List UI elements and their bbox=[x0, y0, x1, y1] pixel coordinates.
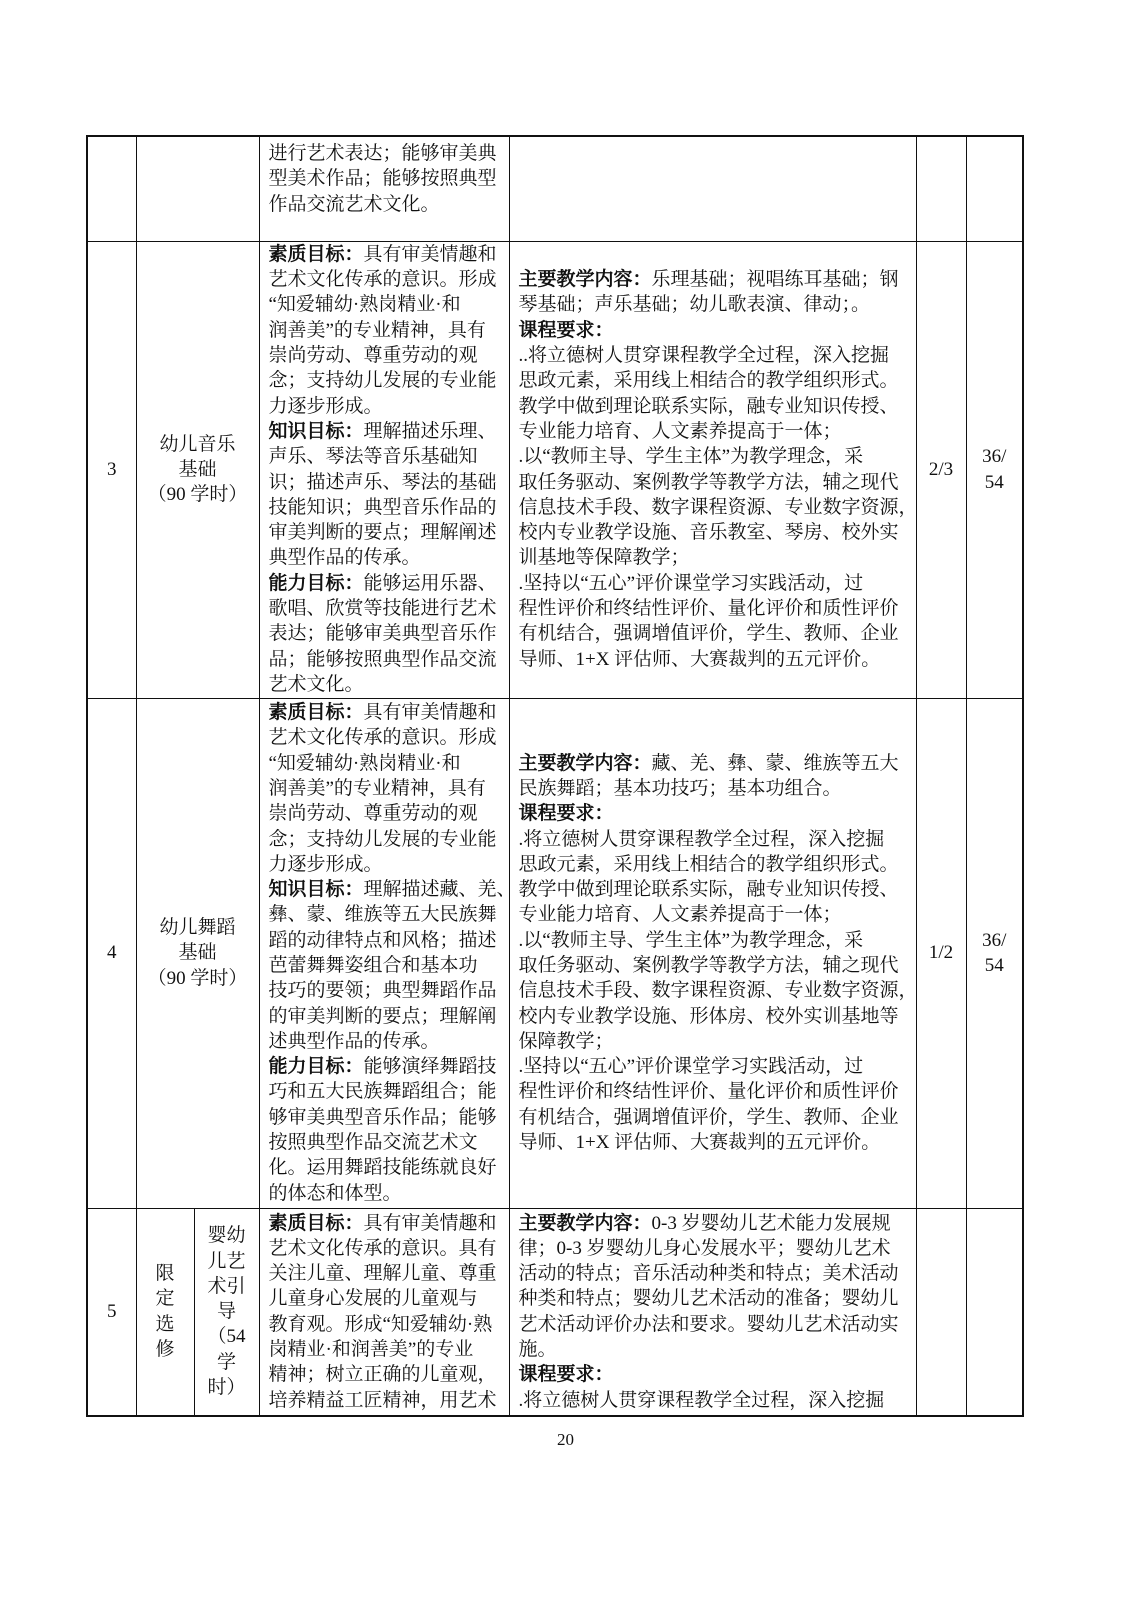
course-name-line: 基础 bbox=[178, 942, 217, 964]
content-line bbox=[519, 1236, 916, 1261]
objectives-cell bbox=[259, 698, 516, 1208]
objective-line-text: 力逐步形成。 bbox=[268, 853, 383, 875]
content-line bbox=[519, 1105, 916, 1130]
table-row bbox=[87, 241, 1023, 698]
objective-line bbox=[269, 1261, 509, 1286]
objective-line bbox=[269, 520, 509, 545]
content-line-text: 校内专业教学设施、形体房、校外实训基地等 bbox=[518, 1005, 899, 1027]
category-line: 限 bbox=[155, 1263, 175, 1285]
objective-line-text: 的体态和体型。 bbox=[268, 1182, 402, 1204]
objective-line-text: 教育观。形成“知爱辅幼·熟 bbox=[268, 1313, 493, 1335]
objective-line-text: 艺术文化。 bbox=[268, 673, 364, 695]
content-line bbox=[519, 318, 916, 343]
objective-line bbox=[269, 1388, 509, 1413]
section-label: 能力目标： bbox=[268, 572, 364, 594]
content-cell bbox=[509, 698, 916, 1208]
course-name-line: 时） bbox=[207, 1376, 246, 1398]
content-line-text: 民族舞蹈；基本功技巧；基本功组合。 bbox=[518, 777, 842, 799]
objective-line bbox=[269, 647, 509, 672]
content-line bbox=[519, 978, 916, 1003]
section-label: 素质目标： bbox=[268, 1212, 364, 1234]
content-line-text: 律；0-3 岁婴幼儿身心发展水平；婴幼儿艺术 bbox=[518, 1237, 891, 1259]
objective-line-text: 彝、蒙、维族等五大民族舞 bbox=[268, 904, 497, 926]
objective-line-text: 型美术作品；能够按照典型 bbox=[268, 168, 497, 190]
content-line bbox=[519, 520, 916, 545]
objective-line-text: 的审美判断的要点；理解阐 bbox=[268, 1005, 497, 1027]
objective-line-text: 芭蕾舞舞姿组合和基本功 bbox=[268, 955, 478, 976]
content-line bbox=[519, 1286, 916, 1311]
objective-line-text: 润善美”的专业精神，具有 bbox=[268, 777, 486, 799]
objective-line-text: 精神；树立正确的儿童观， bbox=[268, 1364, 497, 1386]
content-line-text: 程性评价和终结性评价、量化评价和质性评价 bbox=[518, 597, 899, 619]
content-line bbox=[519, 1004, 916, 1029]
hours-line: 36/ bbox=[982, 929, 1007, 951]
content-line-text: 取任务驱动、案例教学等教学方法，辅之现代 bbox=[518, 471, 899, 493]
objective-line-text: 艺术文化传承的意识。具有 bbox=[268, 1237, 497, 1259]
section-label: 课程要求： bbox=[518, 1364, 614, 1386]
category-line: 选 bbox=[155, 1313, 175, 1335]
objective-line-text: 润善美”的专业精神，具有 bbox=[268, 319, 486, 341]
objective-line-text: 技能知识；典型音乐作品的 bbox=[268, 496, 497, 518]
semester-cell: 2/3 bbox=[916, 241, 966, 698]
content-line bbox=[519, 1211, 916, 1236]
row-number-cell: 5 bbox=[87, 1208, 136, 1416]
section-label: 知识目标： bbox=[268, 420, 364, 442]
content-line-text: 种类和特点；婴幼儿艺术活动的准备；婴幼儿 bbox=[518, 1288, 899, 1310]
table-row bbox=[87, 1208, 1023, 1416]
objective-line-text: 按照典型作品交流艺术文 bbox=[268, 1132, 478, 1154]
table-row bbox=[87, 136, 1023, 241]
section-label: 知识目标： bbox=[268, 879, 364, 901]
content-cell bbox=[509, 136, 916, 241]
objective-line-text: 具有审美情趣和 bbox=[363, 702, 497, 724]
objective-line bbox=[269, 368, 509, 393]
objective-line-text: 识；描述声乐、琴法的基础 bbox=[268, 471, 497, 493]
objective-line-text: 审美判断的要点；理解阐述 bbox=[268, 522, 497, 544]
objective-line-text: 培养精益工匠精神，用艺术 bbox=[268, 1389, 497, 1411]
hours-cell bbox=[966, 241, 1023, 698]
objective-line bbox=[269, 1130, 509, 1155]
objective-line bbox=[269, 242, 509, 267]
content-line bbox=[519, 1079, 916, 1104]
objective-line bbox=[269, 1155, 509, 1180]
objective-line-text: 具有审美情趣和 bbox=[363, 1212, 497, 1234]
content-line bbox=[519, 470, 916, 495]
content-line bbox=[519, 545, 916, 570]
objective-line-text: 技巧的要领；典型舞蹈作品 bbox=[268, 980, 497, 1002]
objective-line bbox=[269, 1286, 509, 1311]
objective-line bbox=[268, 877, 516, 902]
course-name-line: 幼儿舞蹈 bbox=[159, 917, 236, 939]
content-line bbox=[519, 621, 916, 646]
course-name-line: 儿艺 bbox=[207, 1250, 246, 1272]
course-name-line: 术引 bbox=[207, 1275, 246, 1297]
objective-line bbox=[269, 1105, 509, 1130]
objective-line-text: 关注儿童、理解儿童、尊重 bbox=[268, 1263, 497, 1285]
content-line-text: 活动的特点；音乐活动种类和特点；美术活动 bbox=[518, 1263, 899, 1285]
content-line bbox=[519, 751, 916, 776]
row-number-cell: 4 bbox=[87, 698, 136, 1208]
objective-line bbox=[269, 801, 509, 826]
objective-line bbox=[269, 776, 509, 801]
category-line: 定 bbox=[155, 1288, 175, 1310]
content-line-text: 0-3 岁婴幼儿艺术能力发展规 bbox=[651, 1212, 891, 1234]
course-name-cell bbox=[136, 241, 259, 698]
content-line-text: .以“教师主导、学生主体”为教学理念，采 bbox=[518, 929, 864, 951]
content-line bbox=[519, 292, 916, 317]
page-number: 20 bbox=[557, 1430, 574, 1449]
semester-cell bbox=[916, 1208, 966, 1416]
content-line bbox=[519, 394, 916, 419]
content-line-text: 专业能力培育、人文素养提高于一体； bbox=[518, 420, 842, 442]
section-label: 主要教学内容： bbox=[518, 1212, 652, 1234]
content-line-text: 校内专业教学设施、音乐教室、琴房、校外实 bbox=[518, 522, 899, 544]
content-line-text: 保障教学； bbox=[518, 1030, 614, 1052]
content-cell bbox=[509, 1208, 916, 1416]
content-cell bbox=[509, 241, 916, 698]
objective-line-text: 作品交流艺术文化。 bbox=[268, 193, 440, 215]
course-name-cell bbox=[136, 698, 259, 1208]
content-line bbox=[519, 444, 916, 469]
objective-line bbox=[269, 1236, 509, 1261]
content-line bbox=[519, 419, 916, 444]
objective-line bbox=[269, 571, 509, 596]
objective-line bbox=[269, 672, 509, 697]
objective-line-text: 岗精业·和润善美”的专业 bbox=[268, 1338, 474, 1360]
content-line-text: 琴基础；声乐基础；幼儿歌表演、律动；。 bbox=[518, 294, 871, 316]
content-line-text: 思政元素，采用线上相结合的教学组织形式。 bbox=[518, 370, 899, 392]
objective-line bbox=[269, 827, 509, 852]
content-line bbox=[519, 928, 916, 953]
objectives-cell bbox=[259, 241, 509, 698]
category-line: 修 bbox=[155, 1339, 175, 1361]
objective-line-text: 蹈的动律特点和风格；描述 bbox=[268, 929, 497, 951]
course-name-line: （90 学时） bbox=[147, 484, 248, 506]
content-line bbox=[519, 776, 916, 801]
objective-line bbox=[269, 1337, 509, 1362]
section-label: 课程要求： bbox=[518, 319, 614, 341]
content-line bbox=[519, 1312, 916, 1337]
objective-line-text: 表达；能够审美典型音乐作 bbox=[268, 623, 497, 645]
content-line-text: .坚持以“五心”评价课堂学习实践活动，过 bbox=[518, 1056, 864, 1078]
hours-cell bbox=[966, 136, 1023, 241]
content-line bbox=[519, 1337, 916, 1362]
objective-line bbox=[269, 470, 509, 495]
content-line bbox=[519, 1388, 916, 1413]
course-name-cell bbox=[194, 1208, 259, 1416]
objective-line bbox=[269, 1054, 509, 1079]
objective-line bbox=[269, 419, 509, 444]
content-line bbox=[519, 647, 916, 672]
objective-line bbox=[269, 166, 509, 191]
objective-line bbox=[269, 141, 509, 166]
objective-line-text: 力逐步形成。 bbox=[268, 395, 383, 417]
objective-line-text: 歌唱、欣赏等技能进行艺术 bbox=[268, 597, 497, 619]
content-line bbox=[519, 571, 916, 596]
content-line-text: ..将立德树人贯穿课程教学全过程，深入挖掘 bbox=[518, 345, 890, 367]
curriculum-table bbox=[86, 135, 1024, 1417]
section-label: 能力目标： bbox=[268, 1056, 364, 1078]
objective-line-text: 崇尚劳动、尊重劳动的观 bbox=[268, 345, 478, 367]
objective-line bbox=[269, 928, 509, 953]
section-label: 主要教学内容： bbox=[518, 269, 652, 291]
objective-line-text: 崇尚劳动、尊重劳动的观 bbox=[268, 803, 478, 825]
content-line-text: .将立德树人贯穿课程教学全过程，深入挖掘 bbox=[518, 828, 885, 850]
objective-line bbox=[269, 725, 509, 750]
section-label: 课程要求： bbox=[518, 803, 614, 825]
content-line-text: 艺术活动评价办法和要求。婴幼儿艺术活动实 bbox=[518, 1313, 899, 1335]
content-line-text: .将立德树人贯穿课程教学全过程，深入挖掘 bbox=[518, 1389, 885, 1411]
objective-line bbox=[269, 621, 509, 646]
content-line-text: 藏、羌、彝、蒙、维族等五大 bbox=[651, 752, 899, 774]
objective-line-text: 具有审美情趣和 bbox=[363, 243, 497, 265]
objective-line bbox=[269, 596, 509, 621]
objective-line bbox=[269, 1211, 509, 1236]
content-line-text: 导师、1+X 评估师、大赛裁判的五元评价。 bbox=[518, 648, 881, 670]
course-name-cell bbox=[136, 136, 259, 241]
objective-line-text: 理解描述藏、羌、 bbox=[363, 879, 516, 901]
semester-cell bbox=[916, 136, 966, 241]
objective-line bbox=[269, 1312, 509, 1337]
objective-line-text: 够审美典型音乐作品；能够 bbox=[268, 1106, 497, 1128]
objective-line-text: 化。运用舞蹈技能练就良好 bbox=[268, 1157, 497, 1179]
content-line bbox=[519, 495, 916, 520]
hours-cell bbox=[966, 698, 1023, 1208]
objective-line-text: 艺术文化传承的意识。形成 bbox=[268, 269, 497, 291]
objective-line-text: “知爱辅幼·熟岗精业·和 bbox=[268, 752, 461, 774]
semester-cell: 1/2 bbox=[916, 698, 966, 1208]
content-line bbox=[519, 343, 916, 368]
objective-line bbox=[269, 545, 509, 570]
objective-line bbox=[269, 1362, 509, 1387]
objective-line bbox=[269, 1181, 509, 1206]
objective-line bbox=[269, 267, 509, 292]
objective-line bbox=[269, 394, 509, 419]
objective-line-text: 典型作品的传承。 bbox=[268, 547, 421, 569]
objective-line bbox=[269, 902, 509, 927]
row-number-cell: 3 bbox=[87, 241, 136, 698]
content-line-text: 训基地等保障教学； bbox=[518, 547, 690, 569]
content-line-text: .以“教师主导、学生主体”为教学理念，采 bbox=[518, 446, 864, 468]
content-line bbox=[519, 801, 916, 826]
objective-line-text: 念；支持幼儿发展的专业能 bbox=[268, 828, 497, 850]
objective-line bbox=[269, 292, 509, 317]
course-name-line: 学 bbox=[216, 1351, 236, 1373]
content-line-text: 导师、1+X 评估师、大赛裁判的五元评价。 bbox=[518, 1132, 881, 1154]
content-line bbox=[519, 852, 916, 877]
objective-line-text: 艺术文化传承的意识。形成 bbox=[268, 727, 497, 749]
objective-line-text: 进行艺术表达；能够审美典 bbox=[268, 143, 497, 164]
objective-line-text: 声乐、琴法等音乐基础知 bbox=[268, 446, 478, 468]
section-label: 素质目标： bbox=[268, 243, 364, 265]
content-line-text: 乐理基础；视唱练耳基础；钢 bbox=[651, 269, 899, 291]
objective-line bbox=[269, 1079, 509, 1104]
content-line bbox=[519, 953, 916, 978]
content-line-text: 思政元素，采用线上相结合的教学组织形式。 bbox=[518, 853, 899, 875]
objective-line bbox=[269, 318, 509, 343]
content-line bbox=[519, 1130, 916, 1155]
content-line bbox=[519, 827, 916, 852]
content-line bbox=[519, 1054, 916, 1079]
content-line-text: 施。 bbox=[518, 1338, 557, 1360]
content-line-text: 教学中做到理论联系实际，融专业知识传授、 bbox=[518, 395, 899, 417]
objective-line bbox=[269, 751, 509, 776]
course-name-line: （54 bbox=[207, 1326, 246, 1348]
course-name-line: 婴幼 bbox=[207, 1225, 246, 1247]
objective-line bbox=[269, 1004, 509, 1029]
content-line bbox=[519, 1362, 916, 1387]
objectives-cell bbox=[259, 136, 509, 241]
objective-line bbox=[269, 978, 509, 1003]
course-name-line: （90 学时） bbox=[147, 967, 248, 989]
objective-line-text: 能够运用乐器、 bbox=[363, 572, 497, 594]
objective-line bbox=[269, 700, 509, 725]
content-line bbox=[519, 1029, 916, 1054]
course-name-line: 基础 bbox=[178, 458, 217, 480]
objective-line-text: 理解描述乐理、 bbox=[363, 420, 497, 442]
section-label: 主要教学内容： bbox=[518, 752, 652, 774]
row-number-cell bbox=[87, 136, 136, 241]
table-row bbox=[87, 698, 1023, 1208]
content-line-text: 信息技术手段、数字课程资源、专业数字资源， bbox=[518, 496, 918, 518]
section-label: 素质目标： bbox=[268, 702, 364, 724]
objective-line bbox=[269, 444, 509, 469]
content-line-text: 有机结合，强调增值评价，学生、教师、企业 bbox=[518, 1106, 899, 1128]
objective-line-text: 巧和五大民族舞蹈组合；能 bbox=[268, 1081, 497, 1103]
content-line-text: 有机结合，强调增值评价，学生、教师、企业 bbox=[518, 623, 899, 645]
course-name-line: 导 bbox=[216, 1301, 236, 1323]
objective-line bbox=[269, 852, 509, 877]
hours-line: 36/ bbox=[982, 446, 1007, 468]
content-line-text: 取任务驱动、案例教学等教学方法，辅之现代 bbox=[518, 955, 899, 976]
objective-line bbox=[269, 343, 509, 368]
content-line-text: 程性评价和终结性评价、量化评价和质性评价 bbox=[518, 1081, 899, 1103]
content-line-text: 专业能力培育、人文素养提高于一体； bbox=[518, 904, 842, 926]
objective-line bbox=[269, 953, 509, 978]
objective-line-text: 能够演绎舞蹈技 bbox=[363, 1056, 497, 1078]
content-line bbox=[519, 902, 916, 927]
hours-line: 54 bbox=[984, 471, 1004, 493]
content-line-text: 信息技术手段、数字课程资源、专业数字资源， bbox=[518, 980, 918, 1002]
objective-line-text: 念；支持幼儿发展的专业能 bbox=[268, 370, 497, 392]
content-line bbox=[519, 596, 916, 621]
objective-line bbox=[269, 1029, 509, 1054]
category-cell bbox=[136, 1208, 194, 1416]
content-line-text: 教学中做到理论联系实际，融专业知识传授、 bbox=[518, 879, 899, 901]
hours-line: 54 bbox=[984, 955, 1004, 976]
content-line bbox=[519, 368, 916, 393]
objective-line bbox=[269, 495, 509, 520]
content-line bbox=[519, 1261, 916, 1286]
content-line bbox=[519, 877, 916, 902]
content-line bbox=[519, 267, 916, 292]
objectives-cell bbox=[259, 1208, 509, 1416]
objective-line-text: 品；能够按照典型作品交流 bbox=[268, 648, 497, 670]
objective-line-text: 儿童身心发展的儿童观与 bbox=[268, 1288, 478, 1310]
content-line-text: .坚持以“五心”评价课堂学习实践活动，过 bbox=[518, 572, 864, 594]
hours-cell bbox=[966, 1208, 1023, 1416]
objective-line-text: 述典型作品的传承。 bbox=[268, 1030, 440, 1052]
objective-line bbox=[269, 192, 509, 217]
objective-line-text: “知爱辅幼·熟岗精业·和 bbox=[268, 294, 461, 316]
course-name-line: 幼儿音乐 bbox=[159, 433, 236, 455]
